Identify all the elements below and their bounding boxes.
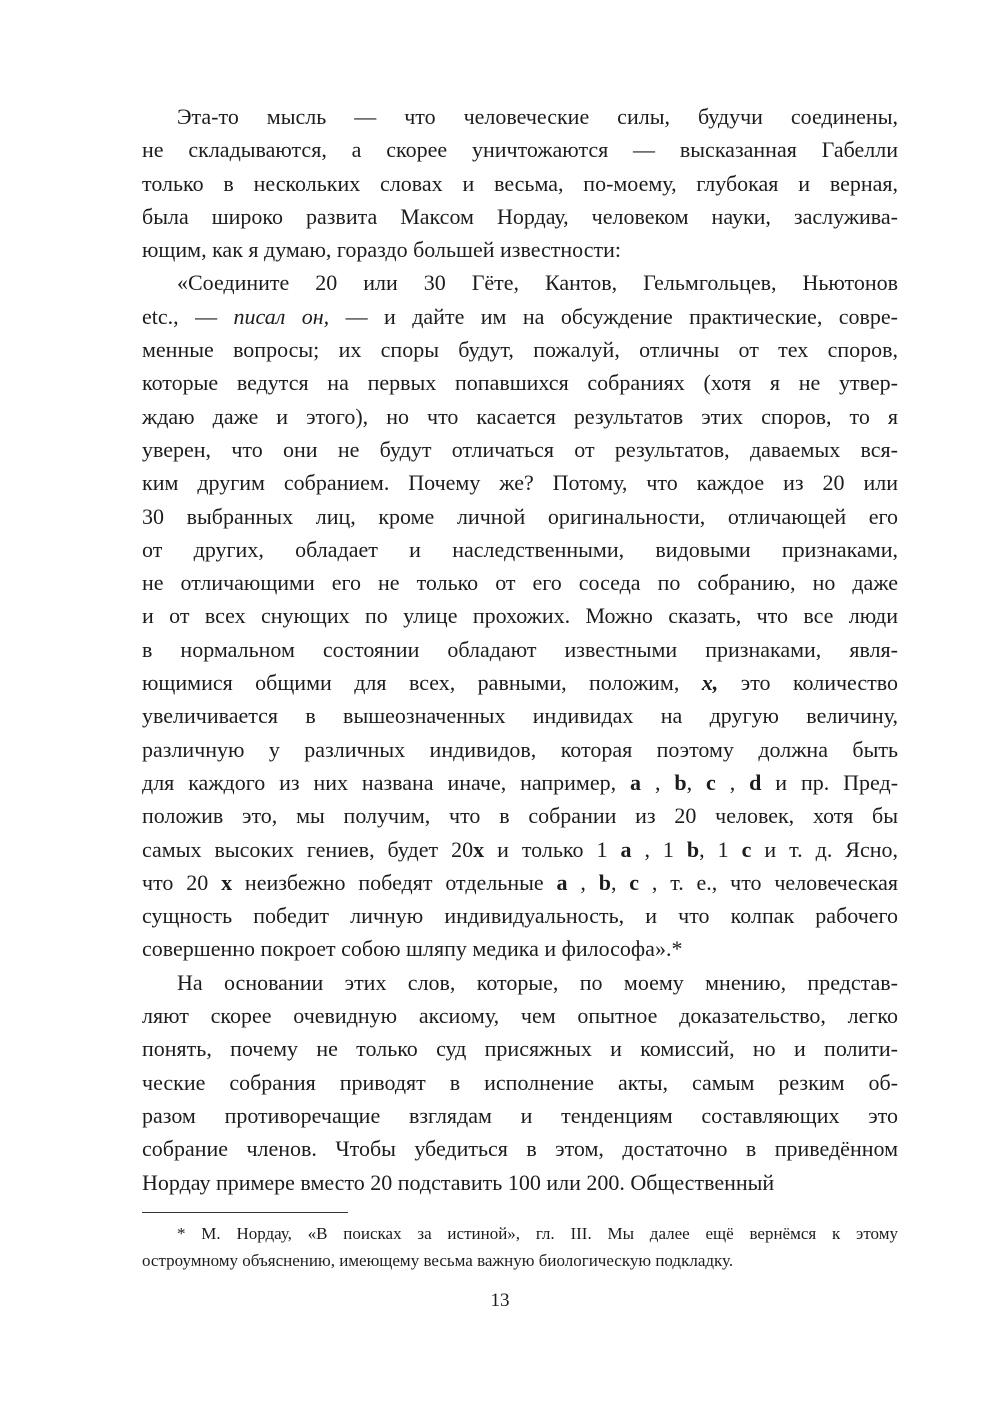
text-line: не отличающими его не только от его соседа по собранию, но даже [142,570,898,596]
bold-variable: c [629,869,640,895]
text-line: ляют скорее очевидную аксиому, чем опытное доказательство, легко [142,1003,898,1029]
text-line: На основании этих слов, которые, по моему мнению, представ- [177,969,898,995]
text-line: только в нескольких словах и весьма, по-моему, глубокая и верная, [142,170,898,196]
bold-variable: c [706,769,716,795]
text-line: самых высоких гениев, будет 20x и только 1 a , 1 b, 1 c и т. д. Ясно, [142,836,899,862]
page-number: 13 [490,1290,510,1311]
text-line: etc., — писал он, — и дайте им на обсуждение практические, совре- [142,303,898,329]
text-line: в нормальном состоянии обладают известными признаками, явля- [142,636,898,662]
text-line: для каждого из них названа иначе, например, a , b, c , d и пр. Пред- [142,769,899,795]
text-line: не складываются, а скорее уничтожаются — высказанная Габелли [142,137,898,163]
paragraph [142,266,898,965]
text-line: что 20 x неизбежно победят отдельные a , b, c , т. е., что человеческая [142,869,899,895]
text-line: сущность победит личную индивидуальность, и что колпак рабочего [142,903,898,929]
bold-variable: b [674,769,687,795]
text-line: совершенно покроет собою шляпу медика и философа».* [142,936,683,962]
bold-variable: a [620,836,632,862]
text-line: собрание членов. Чтобы убедиться в этом, достаточно в приведённом [142,1136,898,1162]
bold-variable: d [749,769,762,795]
text-line: 30 выбранных лиц, кроме личной оригинальности, отличающей его [142,503,898,529]
paragraph [142,100,898,266]
footnote-line: * М. Нордау, «В поисках за истиной», гл. III. Мы далее ещё вернёмся к этому [177,1224,898,1243]
text-line: ждаю даже и этого), но что касается результатов этих споров, то я [142,403,898,429]
text-line: понять, почему не только суд присяжных и комиссий, но и полити- [142,1036,898,1062]
bold-italic-variable: x, [701,670,719,696]
text-line: и от всех снующих по улице прохожих. Можно сказать, что все люди [142,603,898,629]
text-line: которые ведутся на первых попавшихся собраниях (хотя я не утвер- [142,370,898,396]
text-line: Нордау примере вместо 20 подставить 100 или 200. Общественный [142,1169,775,1195]
text-line: менные вопросы; их споры будут, пожалуй, отличны от тех споров, [142,337,898,363]
text-line: увеличивается в вышеозначенных индивидах на другую величину, [142,703,898,729]
text-line: ческие собрания приводят в исполнение акты, самым резким об- [142,1069,898,1095]
bold-variable: a [630,769,642,795]
bold-variable: x [221,869,233,895]
text-line: ким другим собранием. Почему же? Потому, что каждое из 20 или [142,470,898,496]
footnote [142,1220,898,1274]
text-line: Эта-то мысль — что человеческие силы, будучи соединены, [177,104,898,129]
bold-variable: x [473,836,485,862]
italic-aside: писал он, [233,303,330,329]
text-line: от других, обладает и наследственными, видовыми признаками, [142,536,898,562]
main-text [142,100,898,1199]
bold-variable: b [686,836,700,862]
text-line: разом противоречащие взглядам и тенденциям составляющих это [142,1102,898,1128]
text-line: ющимися общими для всех, равными, положим, x, это количество [142,670,898,696]
text-line: была широко развита Максом Нордау, человеком науки, заслужива- [142,203,898,229]
text-line: ющим, как я думаю, гораздо большей известности: [142,237,621,263]
text-line: уверен, что они не будут отличаться от результатов, даваемых вся- [142,436,898,462]
paragraph [142,966,898,1199]
text-line: «Соедините 20 или 30 Гёте, Кантов, Гельмгольцев, Ньютонов [177,270,898,296]
text-line: положив это, мы получим, что в собрании из 20 человек, хотя бы [142,803,898,829]
footnote-divider [142,1212,348,1213]
bold-variable: a [556,869,568,895]
bold-variable: b [598,869,611,895]
text-line: различную у различных индивидов, которая поэтому должна быть [142,736,898,762]
bold-variable: c [741,836,752,862]
footnote-line: остроумному объяснению, имеющему весьма важную биологическую подкладку. [142,1251,734,1270]
